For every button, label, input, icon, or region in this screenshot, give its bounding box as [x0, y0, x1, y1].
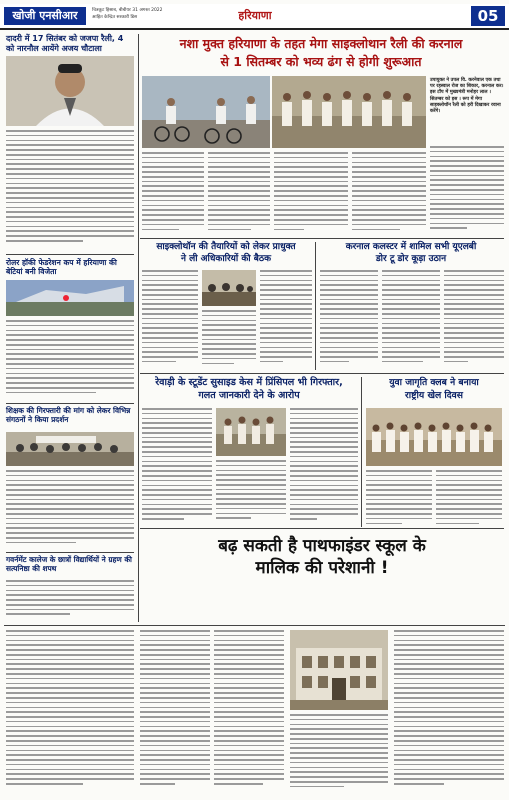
main-body-col3 [274, 152, 348, 234]
teachers-body [6, 470, 134, 550]
page-number: 05 [471, 6, 505, 26]
masthead-meta-line: चित्रकूट हिसाब, बीबीयर 31 अगस्त 2022 [92, 8, 163, 13]
masthead [0, 4, 509, 30]
cyclothon-prep-headline-1: साइक्लोथॉन की तैयारियों को लेकर प्राधुक्त [156, 242, 296, 252]
protest-photo [6, 432, 134, 466]
divider [140, 238, 504, 239]
karnal-headline-1: करनाल कलस्टर में शामिल सभी यूएलबी [345, 242, 477, 252]
divider [4, 625, 505, 626]
main-body-col4 [352, 152, 426, 234]
hockey-body [6, 320, 134, 400]
cyclothon-prep-body-2 [202, 310, 256, 370]
column-rule [315, 242, 316, 370]
divider [6, 403, 134, 404]
rewari-photo [216, 408, 286, 456]
karnal-body-3 [444, 270, 504, 370]
rewari-headline-1: रेवाड़ी के स्टूडेंट सुसाइड केस में प्रिंसिपल भी गिरफ्तार, [155, 377, 343, 388]
rewari-body-3 [290, 408, 358, 524]
masthead-meta-line: आहित केन्द्रित सरकारी डिस [92, 15, 138, 20]
main-body-col1 [142, 152, 204, 234]
meeting-photo [202, 270, 256, 306]
rewari-body-1 [142, 408, 212, 524]
main-body-col2 [208, 152, 270, 234]
rewari-body-2 [216, 460, 286, 524]
divider [6, 254, 134, 255]
sports-day-headline-2: राष्ट्रीय खेल दिवस [405, 390, 463, 401]
section-title: हरियाणा [238, 9, 272, 22]
karnal-body-2 [382, 270, 440, 370]
politician-photo [6, 56, 134, 126]
college-headline: गवर्नमेंट कालेज के छात्रों विद्यार्थियों ने ग्रहण की सत्यनिष्ठा की शपथ [6, 555, 132, 573]
pathfinder-headline-1: बढ़ सकती है पाथफाइंडर स्कूल के [218, 536, 426, 556]
left-lead-headline: दादरी में 17 सितंबर को जजपा रैली, 4 को नारनौल आयेंगे अजय चौटाला [6, 34, 124, 53]
hockey-headline: रोलर हॉकी फेडरेशन कप में हरियाणा की बेटियां बनी विजेता [6, 258, 117, 277]
cyclists-photo [142, 76, 270, 148]
masthead-meta [92, 7, 182, 21]
sports-day-headline-1: युवा जागृति क्लब ने बनाया [389, 377, 479, 388]
pathfinder-headline-2: मालिक की परेशानी ! [255, 558, 389, 578]
pathfinder-body-2 [140, 630, 210, 794]
pathfinder-body-5 [394, 630, 504, 794]
column-rule [138, 34, 139, 622]
hockey-photo [6, 280, 134, 316]
karnal-headline-2: डोर टू डोर कूड़ा उठान [375, 254, 447, 264]
left-lead-body [6, 130, 134, 250]
cyclothon-prep-headline-2: ने ली अधिकारियों की बैठक [180, 254, 272, 264]
rewari-headline-2: गलत जानकारी देने के आरोप [198, 390, 300, 401]
column-rule [361, 377, 362, 527]
sports-day-body-2 [436, 470, 502, 526]
teachers-headline: शिक्षक की गिरफ्तारी की मांग को लेकर विभिन्न संगठनों ने किया प्रदर्शन [6, 406, 131, 424]
divider [6, 552, 134, 553]
pathfinder-body-1 [6, 630, 134, 794]
pathfinder-body-4 [290, 714, 388, 794]
cyclothon-prep-body-3 [260, 270, 312, 370]
rally-photo [272, 76, 426, 148]
college-body [6, 580, 134, 622]
pathfinder-body-3 [214, 630, 284, 794]
sports-day-body-1 [366, 470, 432, 526]
divider [140, 373, 504, 374]
school-photo [290, 630, 388, 710]
cyclothon-prep-body-1 [142, 270, 198, 370]
karnal-body-1 [320, 270, 378, 370]
main-lead-headline-2: से 1 सितम्बर को भव्य ढंग से होगी शुरूआत [220, 54, 422, 69]
divider [140, 528, 504, 529]
sidebar-note: उपायुक्त ने उपल वि. करनेवाल एक तथा पर रहस्वाल रोज का शिकार, करनाल कर। इस टॉप में मुख्यमंत्री मनोहर लाल । सितम्बर को इस । रूप में मेगा साइक्लोथॉन रैली को हरी दिखाकर रवाना करेंगे। [430, 78, 504, 115]
brand-logo: खोजी एनसीआर [4, 7, 86, 25]
sidebar-body [430, 146, 504, 236]
sports-day-photo [366, 408, 502, 466]
main-lead-headline-1: नशा मुक्त हरियाणा के तहत मेगा साइक्लोथान रैली की करनाल [179, 36, 463, 51]
